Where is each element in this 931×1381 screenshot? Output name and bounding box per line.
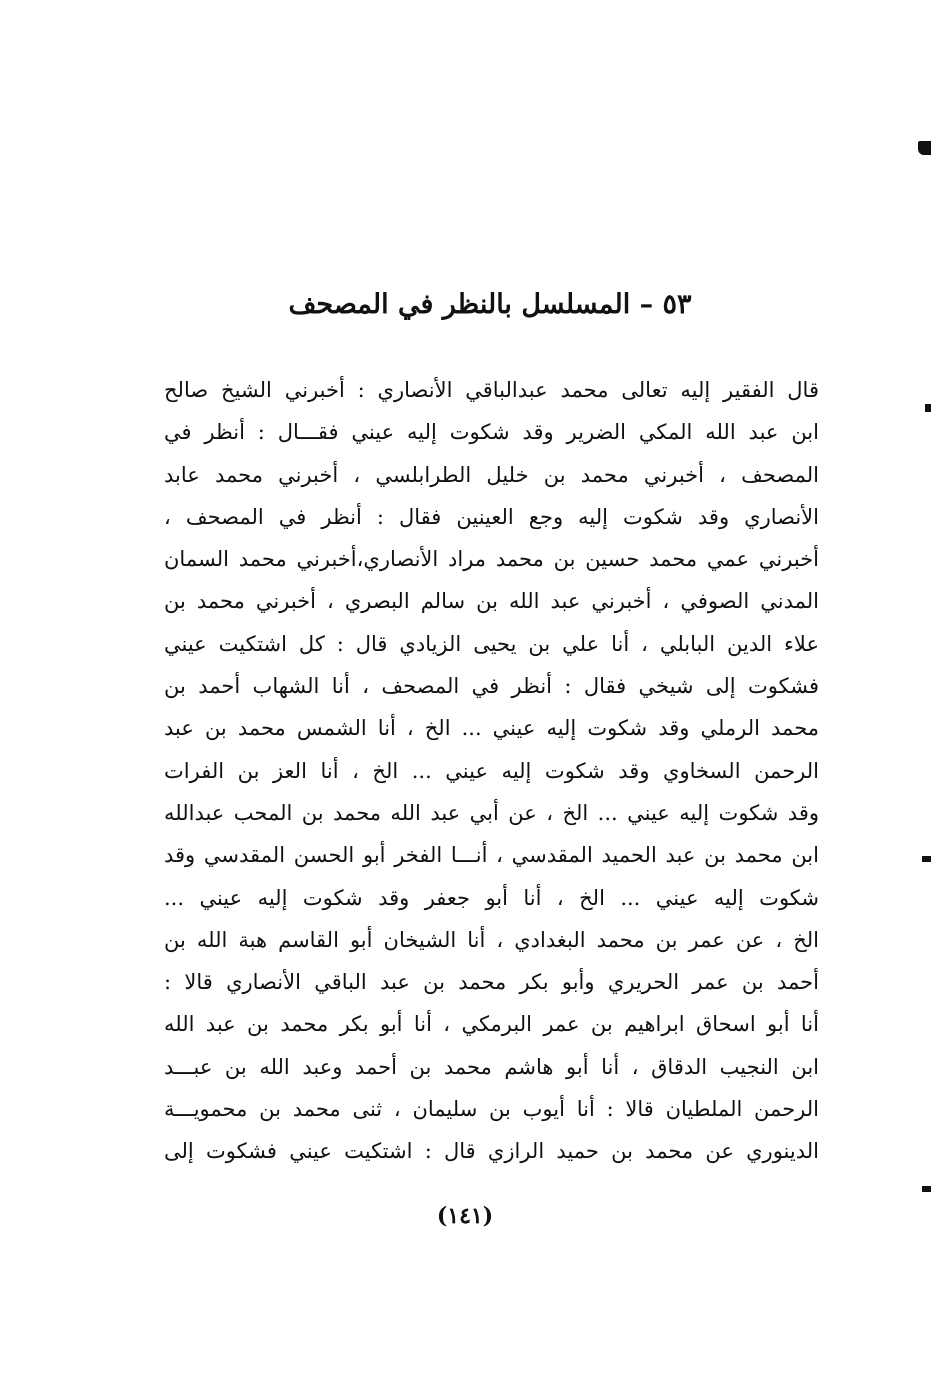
- text-line: ابن عبد الله المكي الضرير وقد شكوت إليه عيني فقـــال : أنظر في: [164, 420, 819, 445]
- text-line: أحمد بن عمر الحريري وأبو بكر محمد بن عبد الباقي الأنصاري قالا :: [164, 970, 819, 995]
- chapter-title: ٥٣ – المسلسل بالنظر في المصحف: [288, 289, 692, 320]
- text-line: الرحمن السخاوي وقد شكوت إليه عيني ... الخ ، أنا العز بن الفرات: [164, 758, 819, 783]
- text-line: الرحمن الملطيان قالا : أنا أيوب بن سليمان ، ثنى محمد بن محمويـــة: [164, 1097, 819, 1122]
- page-edge-mark: [922, 1186, 931, 1192]
- text-line: ابن النجيب الدقاق ، أنا أبو هاشم محمد بن أحمد وعبد الله بن عبـــد: [164, 1054, 819, 1079]
- page-edge-mark: [922, 856, 931, 862]
- text-line: قال الفقير إليه تعالى محمد عبدالباقي الأنصاري : أخبرني الشيخ صالح: [164, 378, 819, 402]
- text-line: وقد شكوت إليه عيني ... الخ ، عن أبي عبد الله محمد بن المحب عبدالله: [164, 800, 819, 825]
- text-line: محمد الرملي وقد شكوت إليه عيني ... الخ ، أنا الشمس محمد بن عبد: [164, 716, 819, 741]
- text-line: الخ ، عن عمر بن محمد البغدادي ، أنا الشيخان أبو القاسم هبة الله بن: [164, 927, 819, 952]
- text-line: الدينوري عن محمد بن حميد الرازي قال : اشتكيت عيني فشكوت إلى: [164, 1139, 819, 1164]
- text-line: الأنصاري وقد شكوت إليه وجع العينين فقال : أنظر في المصحف ،: [164, 504, 819, 529]
- text-line: علاء الدين البابلي ، أنا علي بن يحيى الزيادي قال : كل اشتكيت عيني: [164, 631, 819, 656]
- text-line: شكوت إليه عيني ... الخ ، أنا أبو جعفر وقد شكوت إليه عيني ...: [164, 885, 819, 910]
- text-line: فشكوت إلى شيخي فقال : أنظر في المصحف ، أنا الشهاب أحمد بن: [164, 674, 819, 699]
- text-line: أنا أبو اسحاق ابراهيم بن عمر البرمكي ، أنا أبو بكر محمد بن عبد الله: [164, 1012, 819, 1037]
- page-edge-mark: [925, 404, 931, 412]
- text-line: المدني الصوفي ، أخبرني عبد الله بن سالم البصري ، أخبرني محمد بن: [164, 589, 819, 614]
- text-line: ابن محمد بن عبد الحميد المقدسي ، أنـــا الفخر أبو الحسن المقدسي وقد: [164, 843, 819, 868]
- text-line: المصحف ، أخبرني محمد بن خليل الطرابلسي ، أخبرني محمد عابد: [164, 462, 819, 487]
- page-number: (١٤١): [436, 1203, 494, 1229]
- page-edge-mark: [918, 141, 931, 155]
- body-text: [164, 369, 819, 1173]
- text-line: أخبرني عمي محمد حسين بن محمد مراد الأنصاري،أخبرني محمد السمان: [164, 547, 819, 572]
